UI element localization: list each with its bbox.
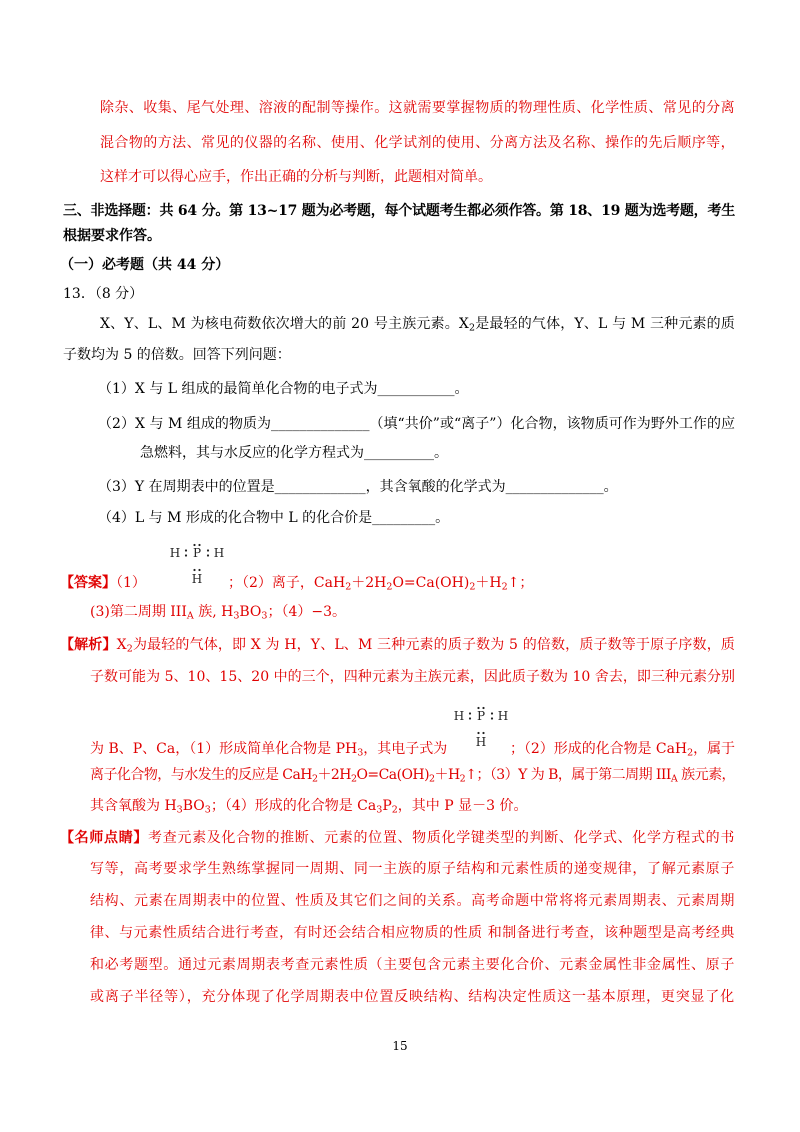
text-run: ＋H: [475, 575, 502, 591]
teacher-tip-line-6: [90, 988, 735, 1006]
text-run: 除杂、收集、尾气处理、溶液的配制等操作。这就需要掌握物质的物理性质、化学性质、常见的分离: [100, 100, 736, 116]
bond-pair-dot: [469, 712, 471, 714]
bond-pair-dot: [185, 554, 187, 556]
text-run: (3)第二周期 III: [90, 604, 187, 620]
hydrogen-symbol-left: H: [453, 709, 465, 723]
text-run: 这样才可以得心应手，作出正确的分析与判断，此题相对简单。: [100, 169, 492, 185]
text-run: 子数可能为 5、10、15、20 中的三个，四种元素为主族元素，因此质子数为 10 舍去，即三种元素分别: [90, 669, 736, 685]
question-number: [63, 285, 143, 303]
prev-analysis-line-1: [100, 99, 735, 117]
ph3-electron-dot-formula-answer: [166, 539, 228, 587]
text-run: 子数均为 5 的倍数。回答下列问题：: [63, 347, 291, 363]
bond-pair-dot: [491, 712, 493, 714]
text-run: （4）L 与 M 形成的化合物中 L 的化合价是_________。: [98, 510, 450, 526]
answer-equation-text: [228, 574, 533, 592]
text-run: ↑；: [507, 575, 534, 591]
bond-pair-dot: [469, 717, 471, 719]
bold-label: 【解析】: [60, 637, 117, 653]
bond-pair-dot: [193, 569, 195, 571]
subscript: 2: [350, 773, 357, 785]
prev-analysis-line-2: [100, 134, 735, 152]
text-run: O=Ca(OH): [356, 767, 430, 783]
analysis-formula-text-before: [90, 740, 447, 758]
text-run: （3）Y 在周期表中的位置是_____________，其含氧酸的化学式为______________。: [98, 479, 618, 495]
subscript: 2: [501, 581, 508, 593]
text-run: O=Ca(OH): [392, 575, 470, 591]
subscript: 2: [391, 804, 398, 816]
teacher-tip-line-2: [90, 860, 735, 878]
subscript: 3: [357, 747, 364, 759]
prev-analysis-line-3: [100, 168, 492, 186]
subscript: 2: [469, 322, 476, 334]
analysis-line-4: [90, 766, 735, 784]
analysis-line-1: [60, 636, 735, 654]
subscript: A: [186, 610, 194, 622]
text-run: ；（2）离子，CaH: [228, 575, 346, 591]
teacher-tip-line-5: [90, 956, 735, 974]
hydrogen-symbol-right: H: [213, 546, 225, 560]
phosphorus-symbol: P: [476, 709, 486, 723]
text-run: （2）X 与 M 组成的物质为______________（填“共价”或“离子”）化合物，该物质可作为野外工作的应: [98, 416, 736, 432]
text-run: 写等，高考要求学生熟练掌握同一周期、同一主族的原子结构和元素性质的递变规律，了解元素原子: [90, 861, 735, 877]
hydrogen-symbol-right: H: [497, 709, 509, 723]
subscript: 2: [345, 581, 352, 593]
bold-label: 【名师点睛】: [60, 830, 149, 846]
text-run: （1）X 与 L 组成的最简单化合物的电子式为___________。: [98, 381, 469, 397]
text-run: X、Y、L、M 为核电荷数依次增大的前 20 号主族元素。X: [100, 316, 470, 332]
page-number: 15: [392, 1039, 408, 1053]
text-run: 结构、元素在周期表中的位置、性质及其它们之间的关系。高考命题中常将将元素周期表、元素周期: [90, 893, 735, 909]
subscript: 3: [261, 610, 268, 622]
text-run: 13．（8 分）: [63, 286, 144, 302]
subscript: A: [670, 773, 678, 785]
hydrogen-symbol-bottom: H: [191, 572, 203, 586]
bond-pair-dot: [207, 549, 209, 551]
subscript: 2: [687, 747, 694, 759]
text-run: 律、与元素性质结合进行考查，有时还会结合相应物质的性质 和制备进行考查，该种题型是高考经典: [90, 925, 735, 941]
text-run: 或离子半径等），充分体现了化学周期表中位置反映结构、结构决定性质这一基本原理，更突显了化: [90, 989, 735, 1005]
text-run: ，其中 P 显－3 价。: [397, 798, 528, 814]
phosphorus-symbol: P: [192, 546, 202, 560]
subscript: 3: [233, 610, 240, 622]
subscript: 2: [459, 773, 466, 785]
text-run: 混合物的方法、常见的仪器的名称、使用、化学试剂的使用、分离方法及名称、操作的先后顺序等，: [100, 135, 736, 151]
text-run: 为最轻的气体，即 X 为 H，Y、L、M 三种元素的质子数为 5 的倍数，质子数等于原子序数，质: [132, 637, 736, 653]
ph3-electron-dot-formula-analysis: [450, 702, 512, 750]
bond-pair-dot: [477, 732, 479, 734]
text-run: BO: [182, 798, 205, 814]
question-stem-line-2: [63, 346, 291, 364]
subscript: 2: [429, 773, 435, 785]
text-run: 根据要求作答。: [63, 228, 161, 244]
text-run: ；（4）−3。: [267, 604, 347, 620]
text-run: 考查元素及化合物的推断、元素的位置、物质化学键类型的判断、化学式、化学方程式的书: [148, 830, 736, 846]
text-run: X: [116, 637, 127, 653]
teacher-tip-line-3: [90, 892, 735, 910]
text-run: P: [382, 798, 392, 814]
text-run: 三、非选择题：共 64 分。第 13~17 题为必考题，每个试题考生都必须作答。第 18、19 题为选考题，考生: [63, 203, 736, 219]
text-run: 急燃料，其与水反应的化学方程式为__________。: [140, 445, 448, 461]
subsection-heading: [60, 256, 229, 274]
text-run: 为 B、P、Ca，（1）形成简单化合物是 PH: [90, 741, 358, 757]
bond-pair-dot: [185, 549, 187, 551]
text-run: 和必考题型。通过元素周期表考查元素性质（主要包含元素主要化合价、元素金属性非金属性、原子: [90, 957, 735, 973]
analysis-formula-text-after: [510, 740, 735, 758]
text-run: ；（4）形成的化合物是 Ca: [210, 798, 377, 814]
text-run: ＋2H: [351, 575, 387, 591]
section-heading-line-2: [63, 227, 161, 245]
text-run: BO: [239, 604, 262, 620]
question-part-4: [98, 509, 449, 527]
question-part-2-line-1: [98, 415, 735, 433]
bold-label: 【答案】: [60, 575, 116, 591]
text-run: ，其电子式为: [363, 741, 448, 757]
subscript: 2: [126, 643, 133, 655]
bond-pair-dot: [491, 717, 493, 719]
answer-line-2: [90, 603, 346, 621]
bond-pair-dot: [207, 554, 209, 556]
question-part-1: [98, 380, 469, 398]
question-part-3: [98, 478, 618, 496]
bond-pair-dot: [482, 732, 484, 734]
text-run: 其含氧酸为 H: [90, 798, 177, 814]
text-run: ＋H: [434, 767, 460, 783]
hydrogen-symbol-left: H: [169, 546, 181, 560]
section-heading-line-1: [63, 202, 735, 220]
text-run: （1）: [116, 575, 146, 591]
subscript: 2: [469, 581, 476, 593]
analysis-line-5: [90, 797, 527, 815]
text-run: 离子化合物，与水发生的反应是 CaH: [90, 767, 312, 783]
hydrogen-symbol-bottom: H: [475, 735, 487, 749]
subscript: 2: [386, 581, 393, 593]
analysis-line-2: [90, 668, 735, 686]
text-run: ＋2H: [317, 767, 351, 783]
subscript: 2: [311, 773, 318, 785]
question-part-2-line-2: [140, 444, 448, 462]
text-run: 族, H: [193, 604, 234, 620]
text-run: 是最轻的气体，Y、L 与 M 三种元素的质: [475, 316, 736, 332]
text-run: ↑；（3）Y 为 B，属于第二周期 III: [465, 767, 671, 783]
teacher-tip-line-4: [90, 924, 735, 942]
text-run: ，属于: [693, 741, 736, 757]
bond-pair-dot: [198, 569, 200, 571]
text-run: （一）必考题（共 44 分）: [60, 257, 230, 273]
subscript: 3: [204, 804, 211, 816]
question-stem-line-1: [100, 315, 735, 333]
teacher-tip-line-1: [60, 829, 735, 847]
text-run: ；（2）形成的化合物是 CaH: [510, 741, 688, 757]
answer-label-line: [60, 574, 146, 592]
subscript: 3: [176, 804, 183, 816]
text-run: 族元素，: [677, 767, 735, 783]
subscript: 3: [376, 804, 383, 816]
